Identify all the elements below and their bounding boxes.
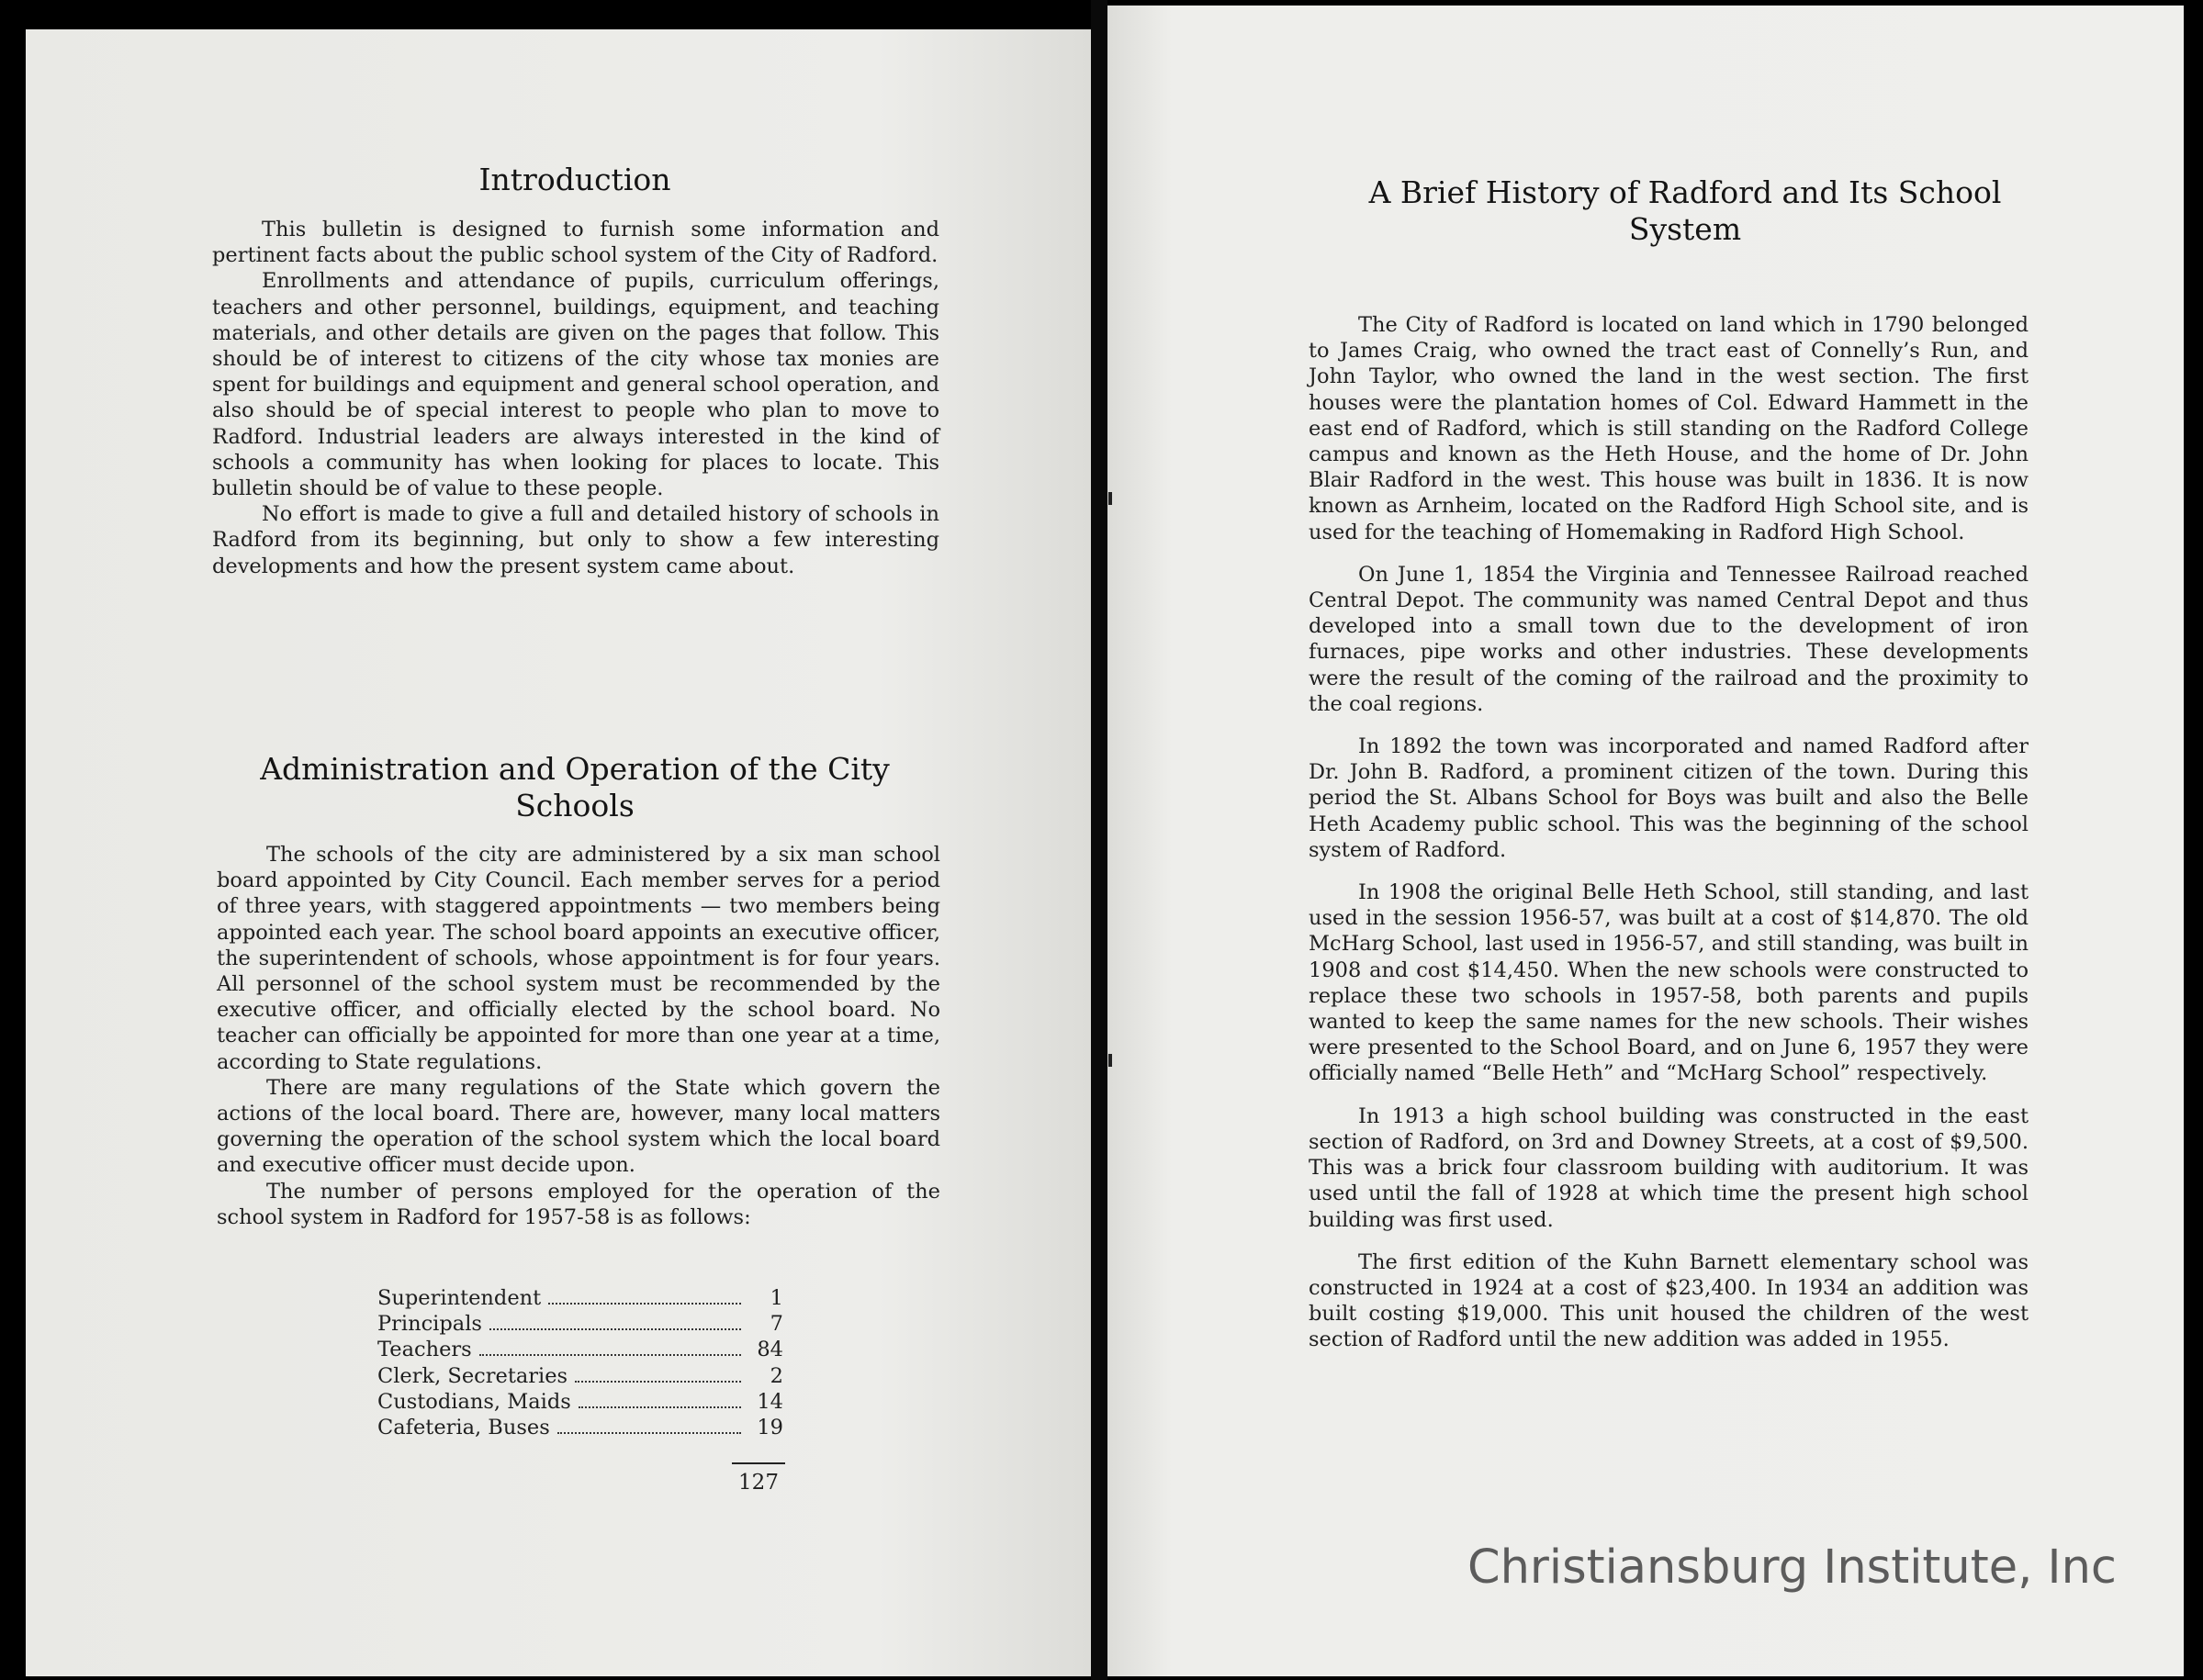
dot-leader bbox=[479, 1353, 741, 1356]
administration-paragraph: There are many regulations of the State which govern the actions of the local board. There are, however, many local matters governing the operation of the school system which the local board and executive officer must decide upon. bbox=[217, 1075, 940, 1178]
staff-row bbox=[377, 1337, 783, 1362]
staff-count: 14 bbox=[757, 1389, 783, 1414]
staff-row bbox=[377, 1389, 783, 1415]
administration-heading: Administration and Operation of the City Schools bbox=[260, 751, 890, 823]
dot-leader bbox=[575, 1380, 741, 1383]
page-number-rule bbox=[732, 1462, 785, 1464]
history-paragraph: In 1908 the original Belle Heth School, still standing, and last used in the session 1956-57, was built at a cost of $14,870. The old McHarg School, last used in 1956-57, and still standing, was built in 1908 and cost $14,450. When the new schools were constructed to replace these two schools in 1957-58, both parents and pupils wanted to keep the same names for the new schools. Their wishes were presented to the School Board, and on June 6, 1957 they were officially named “Belle Heth” and “McHarg School” respectively. bbox=[1309, 880, 2029, 1086]
history-heading: A Brief History of Radford and Its School System bbox=[1368, 174, 2002, 247]
staff-row bbox=[377, 1311, 783, 1337]
dot-leader bbox=[548, 1302, 741, 1305]
introduction-paragraph: This bulletin is designed to furnish some information and pertinent facts about the public school system of the City of Radford. bbox=[212, 218, 939, 268]
staff-count: 1 bbox=[770, 1286, 783, 1310]
staff-row bbox=[377, 1285, 783, 1311]
staff-count: 19 bbox=[757, 1416, 783, 1440]
administration-body bbox=[217, 842, 940, 1230]
staff-role: Principals bbox=[377, 1312, 482, 1337]
introduction-heading: Introduction bbox=[478, 162, 671, 197]
dot-leader bbox=[489, 1327, 741, 1330]
staff-count: 2 bbox=[770, 1363, 783, 1388]
page-number: 127 bbox=[738, 1471, 779, 1495]
watermark: Christiansburg Institute, Inc bbox=[1467, 1540, 2117, 1595]
introduction-paragraph: No effort is made to give a full and detailed history of schools in Radford from its beginning, but only to show a few interesting developments and how the present system came about. bbox=[212, 502, 939, 578]
administration-paragraph: The schools of the city are administered by a six man school board appointed by City Council. Each member serves for a period of three years, with staggered appointments — two members being appointed each year. The school board appoints an executive officer, the superintendent of schools, whose appointment is for four years. All personnel of the school system must be recommended by the executive officer, and officially elected by the school board. No teacher can officially be appointed for more than one year at a time, according to State regulations. bbox=[217, 843, 940, 1074]
administration-paragraph: The number of persons employed for the operation of the school system in Radford for 1957-58 is as follows: bbox=[217, 1179, 940, 1229]
staff-row bbox=[377, 1415, 783, 1440]
staff-count-table bbox=[377, 1285, 783, 1440]
history-paragraph: The City of Radford is located on land which in 1790 belonged to James Craig, who owned the tract east of Connelly’s Run, and John Taylor, who owned the land in the west section. The first houses were the plantation homes of Col. Edward Hammett in the east end of Radford, which is still standing on the Radford College campus and known as the Heth House, and the home of Dr. John Blair Radford in the west. This house was built in 1836. It is now known as Arnheim, located on the Radford High School site, and is used for the teaching of Homemaking in Radford High School. bbox=[1309, 313, 2029, 544]
introduction-paragraph: Enrollments and attendance of pupils, curriculum offerings, teachers and other personnel, buildings, equipment, and teaching materials, and other details are given on the pages that follow. This should be of interest to citizens of the city whose tax monies are spent for buildings and equipment and general school operation, and also should be of special interest to people who plan to move to Radford. Industrial leaders are always interested in the kind of schools a community has when looking for places to locate. This bulletin should be of value to these people. bbox=[212, 269, 939, 501]
staff-role: Cafeteria, Buses bbox=[377, 1416, 550, 1440]
staff-count: 7 bbox=[770, 1312, 783, 1337]
book-gutter bbox=[1091, 0, 1107, 1680]
binding-mark bbox=[1108, 492, 1112, 505]
history-paragraph: In 1892 the town was incorporated and named Radford after Dr. John B. Radford, a prominent citizen of the town. During this period the St. Albans School for Boys was built and also the Belle Heth Academy public school. This was the beginning of the school system of Radford. bbox=[1309, 734, 2029, 862]
history-body bbox=[1309, 312, 2029, 1370]
history-paragraph: In 1913 a high school building was constructed in the east section of Radford, on 3rd and Downey Streets, at a cost of $9,500. This was a brick four classroom building with auditorium. It was used until the fall of 1928 at which time the present high school building was first used. bbox=[1309, 1103, 2029, 1232]
staff-role: Superintendent bbox=[377, 1286, 542, 1310]
dot-leader bbox=[579, 1406, 741, 1408]
staff-role: Custodians, Maids bbox=[377, 1389, 571, 1414]
introduction-body bbox=[212, 217, 939, 579]
dot-leader bbox=[557, 1431, 741, 1434]
binding-mark bbox=[1108, 1054, 1112, 1067]
staff-count: 84 bbox=[757, 1338, 783, 1362]
staff-role: Clerk, Secretaries bbox=[377, 1363, 568, 1388]
history-paragraph: The first edition of the Kuhn Barnett elementary school was constructed in 1924 at a cost of $23,400. In 1934 an addition was built costing $19,000. This unit housed the children of the west section of Radford until the new addition was added in 1955. bbox=[1309, 1249, 2029, 1352]
staff-role: Teachers bbox=[377, 1338, 472, 1362]
history-paragraph: On June 1, 1854 the Virginia and Tennessee Railroad reached Central Depot. The community was named Central Depot and thus developed into a small town due to the development of iron furnaces, pipe works and other industries. These developments were the result of the coming of the railroad and the proximity to the coal regions. bbox=[1309, 562, 2029, 716]
staff-row bbox=[377, 1363, 783, 1389]
